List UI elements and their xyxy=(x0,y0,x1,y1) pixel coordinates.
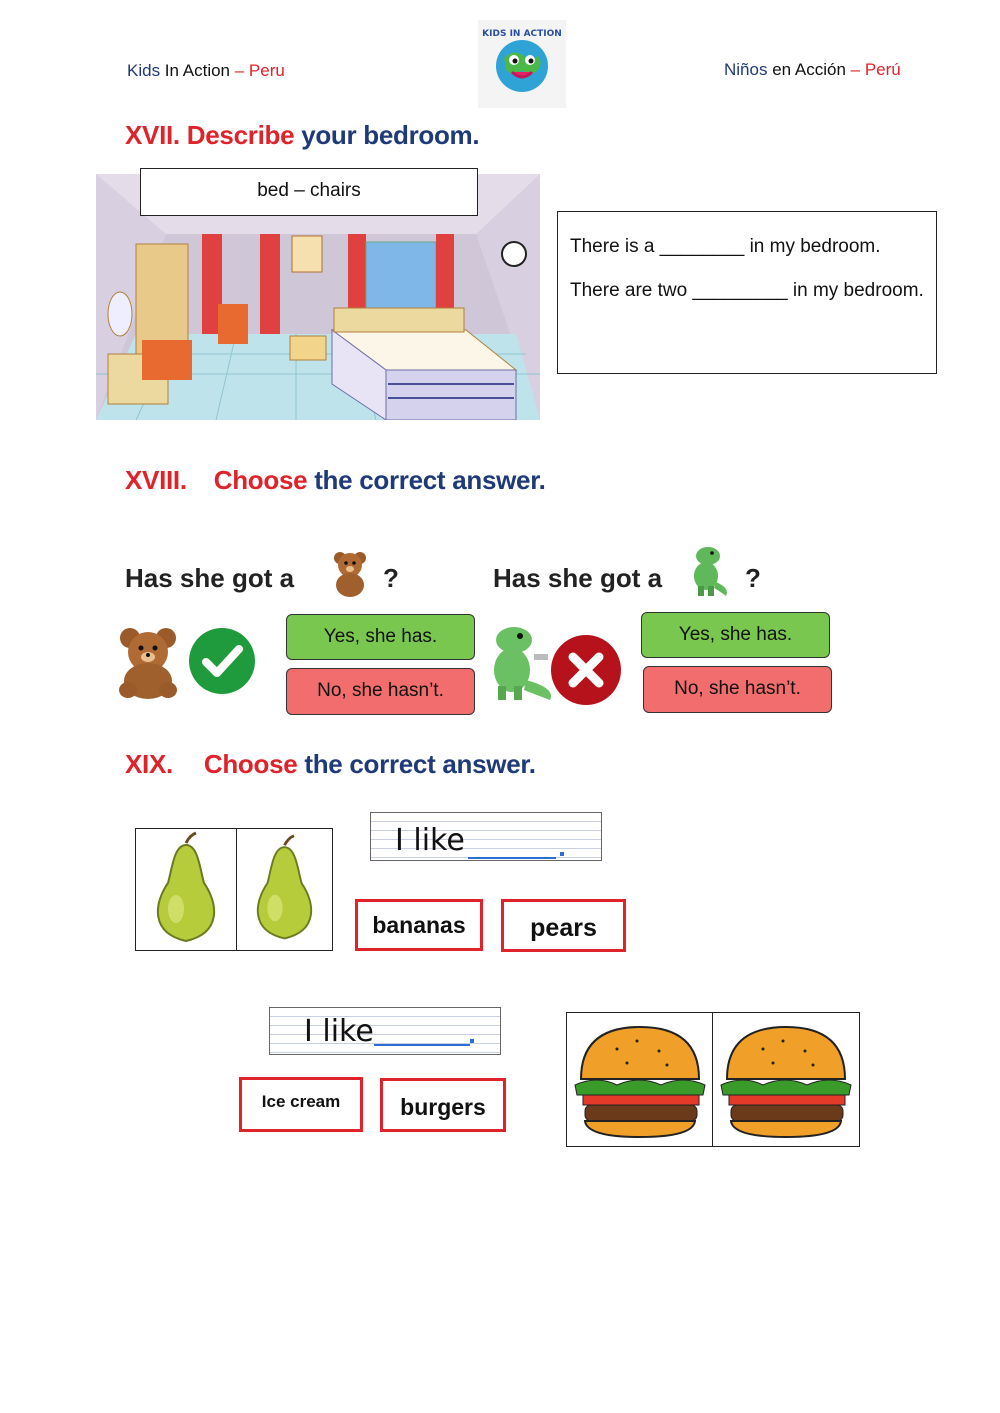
logo xyxy=(478,20,566,108)
teddy-bear-icon xyxy=(330,548,370,598)
teddy-bear-icon xyxy=(116,626,180,700)
option-burgers[interactable]: burgers xyxy=(380,1078,506,1132)
answer-line-1[interactable] xyxy=(370,812,602,861)
prompt-2: I like xyxy=(304,1014,374,1049)
blank-dot xyxy=(470,1039,474,1043)
section-18-title: XVIII. Choose the correct answer. xyxy=(125,465,546,495)
question-2-mark: ? xyxy=(745,563,761,593)
dinosaur-icon xyxy=(484,624,558,704)
answer-line-2[interactable] xyxy=(269,1007,501,1055)
sentence-box xyxy=(557,211,937,374)
burger-image xyxy=(566,1012,714,1147)
q2-yes-button[interactable]: Yes, she has. xyxy=(641,612,830,658)
sentence-1[interactable]: There is a ________ in my bedroom. xyxy=(570,236,881,257)
question-1-mark: ? xyxy=(383,563,399,593)
question-1-text: Has she got a xyxy=(125,563,295,593)
svg-text:KIDS IN ACTION: KIDS IN ACTION xyxy=(482,29,562,39)
blank-dot xyxy=(560,852,564,856)
blank-2[interactable] xyxy=(374,1024,470,1046)
q1-yes-button[interactable]: Yes, she has. xyxy=(286,614,475,660)
cross-icon xyxy=(550,634,622,706)
q1-no-button[interactable]: No, she hasn’t. xyxy=(286,668,475,715)
option-bananas[interactable]: bananas xyxy=(355,899,483,951)
section-17-title: XVII. Describe your bedroom. xyxy=(125,120,480,150)
header-right: Niños en Acción – Perú xyxy=(724,60,901,79)
check-icon xyxy=(188,627,256,695)
dinosaur-icon xyxy=(686,544,732,598)
pear-image xyxy=(135,828,237,951)
q2-no-button[interactable]: No, she hasn’t. xyxy=(643,666,832,713)
option-pears[interactable]: pears xyxy=(501,899,626,952)
word-bank: bed – chairs xyxy=(140,168,478,216)
sentence-2[interactable]: There are two _________ in my bedroom. xyxy=(570,280,924,301)
header-left: Kids In Action – Peru xyxy=(127,61,285,80)
blank-1[interactable] xyxy=(468,837,556,859)
section-19-title: XIX. Choose the correct answer. xyxy=(125,749,536,779)
option-ice-cream[interactable]: Ice cream xyxy=(239,1077,363,1132)
question-2-text: Has she got a xyxy=(493,563,663,593)
pear-image xyxy=(236,828,333,951)
burger-image xyxy=(712,1012,860,1147)
prompt-1: I like xyxy=(395,823,465,858)
